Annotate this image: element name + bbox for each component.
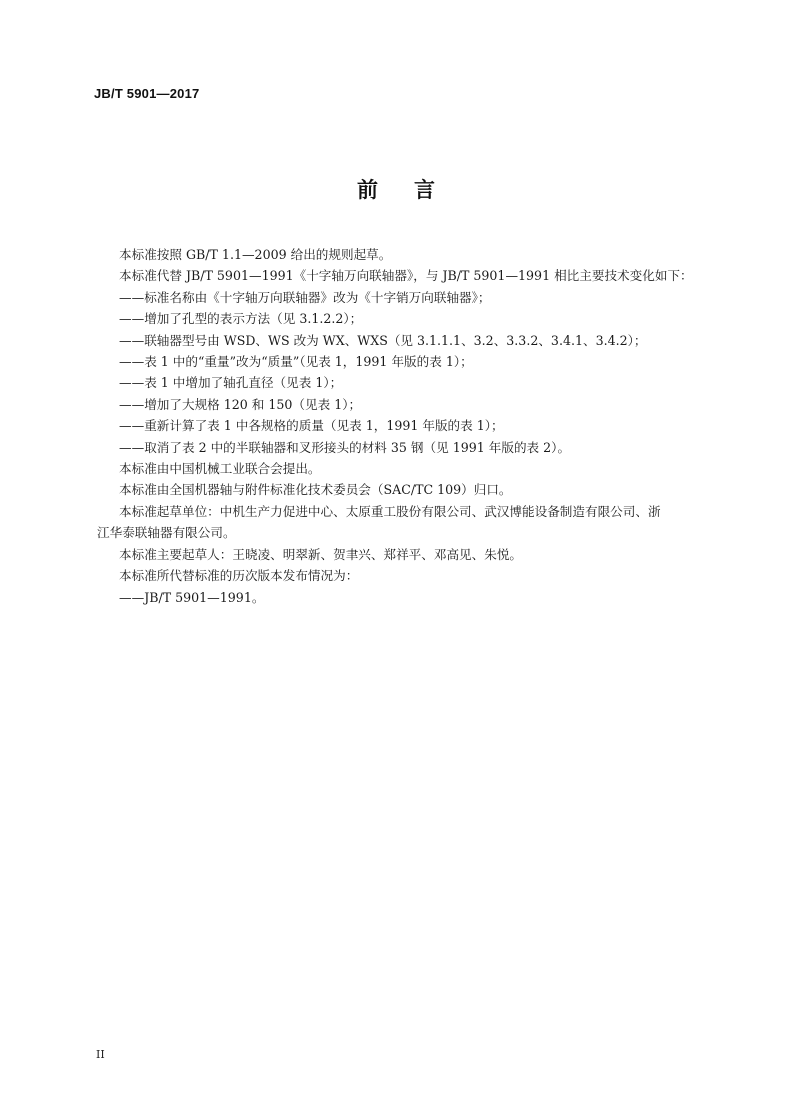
change-item: ——表 1 中的“重量”改为“质量”（见表 1，1991 年版的表 1）；: [119, 354, 473, 370]
change-item: ——联轴器型号由 WSD、WS 改为 WX、WXS（见 3.1.1.1、3.2、3.3.2、3.4.1、3.4.2）；: [119, 332, 647, 348]
page-number: II: [96, 1048, 105, 1061]
paragraph-continuation: 江华泰联轴器有限公司。: [97, 525, 236, 541]
change-item: ——增加了孔型的表示方法（见 3.1.2.2）；: [119, 311, 363, 327]
change-item: ——取消了表 2 中的半联轴器和叉形接头的材料 35 钢（见 1991 年版的表 2）。: [119, 439, 571, 455]
paragraph: 本标准由中国机械工业联合会提出。: [119, 461, 321, 477]
change-item: ——增加了大规格 120 和 150（见表 1）；: [119, 396, 362, 412]
page-title: 前言: [357, 178, 471, 202]
change-item: ——JB/T 5901—1991。: [119, 589, 265, 605]
foreword-body: [97, 244, 715, 608]
paragraph: 本标准所代替标准的历次版本发布情况为：: [119, 568, 359, 584]
change-item: ——表 1 中增加了轴孔直径（见表 1）；: [119, 375, 343, 391]
standard-number: JB/T 5901—2017: [94, 86, 200, 101]
paragraph: 本标准按照 GB/T 1.1—2009 给出的规则起草。: [119, 247, 392, 262]
paragraph: 本标准由全国机器轴与附件标准化技术委员会（SAC/TC 109）归口。: [119, 482, 512, 498]
paragraph: 本标准起草单位：中机生产力促进中心、太原重工股份有限公司、武汉博能设备制造有限公司、浙: [119, 503, 661, 519]
change-item: ——重新计算了表 1 中各规格的质量（见表 1，1991 年版的表 1）；: [119, 418, 504, 434]
change-item: ——标准名称由《十字轴万向联轴器》改为《十字销万向联轴器》；: [119, 289, 491, 305]
paragraph: 本标准代替 JB/T 5901—1991《十字轴万向联轴器》，与 JB/T 5901—1991 相比主要技术变化如下：: [119, 268, 693, 284]
paragraph: 本标准主要起草人：王晓凌、明翠新、贺聿兴、郑祥平、邓高见、朱悦。: [119, 546, 522, 562]
